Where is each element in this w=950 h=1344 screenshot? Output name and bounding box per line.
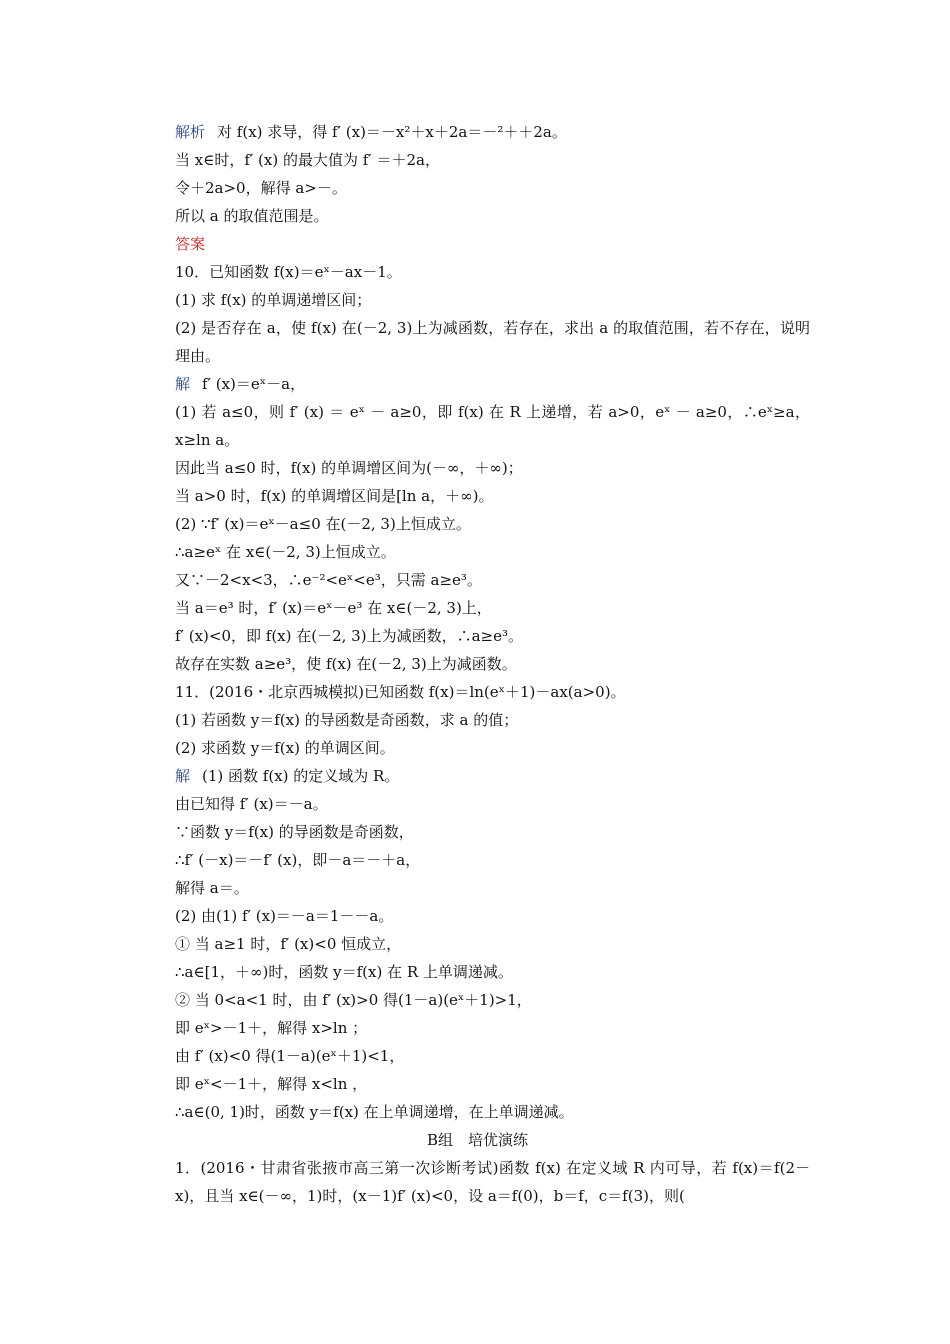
text-line: f′ (x)<0，即 f(x) 在(－2, 3)上为减函数，∴a≥e³。 <box>175 627 523 645</box>
answer-label: 答案 <box>175 235 206 253</box>
text-line: 又∵－2<x<3，∴e⁻²<eˣ<e³，只需 a≥e³。 <box>175 571 482 589</box>
line-text: f′ (x)＝eˣ－a， <box>202 375 306 393</box>
line-text: (1) 函数 f(x) 的定义域为 R。 <box>202 767 400 785</box>
question-title: 11．(2016・北京西城模拟)已知函数 f(x)＝ln(eˣ＋1)－ax(a>0)。 <box>175 683 626 701</box>
text-line: 解得 a＝。 <box>175 879 249 897</box>
text-line: 由已知得 f′ (x)＝－a。 <box>175 795 328 813</box>
text-line: 因此当 a≤0 时，f(x) 的单调增区间为(－∞，＋∞)； <box>175 459 523 477</box>
text-line: ∴a≥eˣ 在 x∈(－2, 3)上恒成立。 <box>175 543 396 561</box>
line-text: 对 f(x) 求导，得 f′ (x)＝－x²＋x＋2a＝－²＋＋2a。 <box>217 123 567 141</box>
text-line: 当 a>0 时，f(x) 的单调增区间是[ln a，＋∞)。 <box>175 487 494 505</box>
question-title: 10．已知函数 f(x)＝eˣ－ax－1。 <box>175 263 402 281</box>
text-line: 即 eˣ<－1＋，解得 x<ln ， <box>175 1075 368 1093</box>
text-line: ② 当 0<a<1 时，由 f′ (x)>0 得(1－a)(eˣ＋1)>1， <box>175 991 532 1009</box>
text-line: ∴f′ (－x)＝－f′ (x)，即－a＝－＋a， <box>175 851 421 869</box>
text-line: 故存在实数 a≥e³，使 f(x) 在(－2, 3)上为减函数。 <box>175 655 517 673</box>
text-line: (2) 由(1) f′ (x)＝－a＝1－－a。 <box>175 907 394 925</box>
text-line: ∴a∈[1，＋∞)时，函数 y＝f(x) 在 R 上单调递减。 <box>175 963 513 981</box>
solution-label: 解 <box>175 375 191 393</box>
solution-label: 解 <box>175 767 191 785</box>
text-line: 由 f′ (x)<0 得(1－a)(eˣ＋1)<1， <box>175 1047 405 1065</box>
question-part: (2) 是否存在 a，使 f(x) 在(－2, 3)上为减函数，若存在，求出 a 的取值范围，若不存在，说明理由。 <box>175 319 810 365</box>
section-heading: B组 培优演练 <box>426 1131 529 1149</box>
solution-label: 解析 <box>175 123 206 141</box>
question-part: (1) 若函数 y＝f(x) 的导函数是奇函数，求 a 的值； <box>175 711 519 729</box>
solution-line <box>145 370 810 398</box>
question-part: (1) 求 f(x) 的单调递增区间； <box>175 291 372 309</box>
text-line: ∵函数 y＝f(x) 的导函数是奇函数， <box>175 823 414 841</box>
solution-line <box>145 762 810 790</box>
text-line: ∴a∈(0, 1)时，函数 y＝f(x) 在上单调递增，在上单调递减。 <box>175 1103 574 1121</box>
text-line: 所以 a 的取值范围是。 <box>175 207 329 225</box>
document-body <box>145 118 810 1210</box>
question-part: (2) 求函数 y＝f(x) 的单调区间。 <box>175 739 395 757</box>
text-line: (2) ∵f′ (x)＝eˣ－a≤0 在(－2, 3)上恒成立。 <box>175 515 471 533</box>
text-line: ① 当 a≥1 时，f′ (x)<0 恒成立， <box>175 935 402 953</box>
text-line: (1) 若 a≤0，则 f′ (x) ＝ eˣ － a≥0，即 f(x) 在 R 上递增，若 a>0，eˣ － a≥0，∴eˣ≥a，x≥ln a。 <box>175 403 810 449</box>
text-line: 令＋2a>0，解得 a>－。 <box>175 179 347 197</box>
solution-line <box>145 118 810 146</box>
text-line: 即 eˣ>－1＋，解得 x>ln ； <box>175 1019 368 1037</box>
text-line: 当 x∈时，f′ (x) 的最大值为 f′ ＝＋2a， <box>175 151 440 169</box>
text-line: 当 a＝e³ 时，f′ (x)＝eˣ－e³ 在 x∈(－2, 3)上， <box>175 599 492 617</box>
question-title: 1．(2016・甘肃省张掖市高三第一次诊断考试)函数 f(x) 在定义域 R 内可导，若 f(x)＝f(2－x)，且当 x∈(－∞，1)时，(x－1)f′ (x)<0，设 a＝f(0)，b＝f，c＝f(3)，则( <box>175 1159 810 1205</box>
